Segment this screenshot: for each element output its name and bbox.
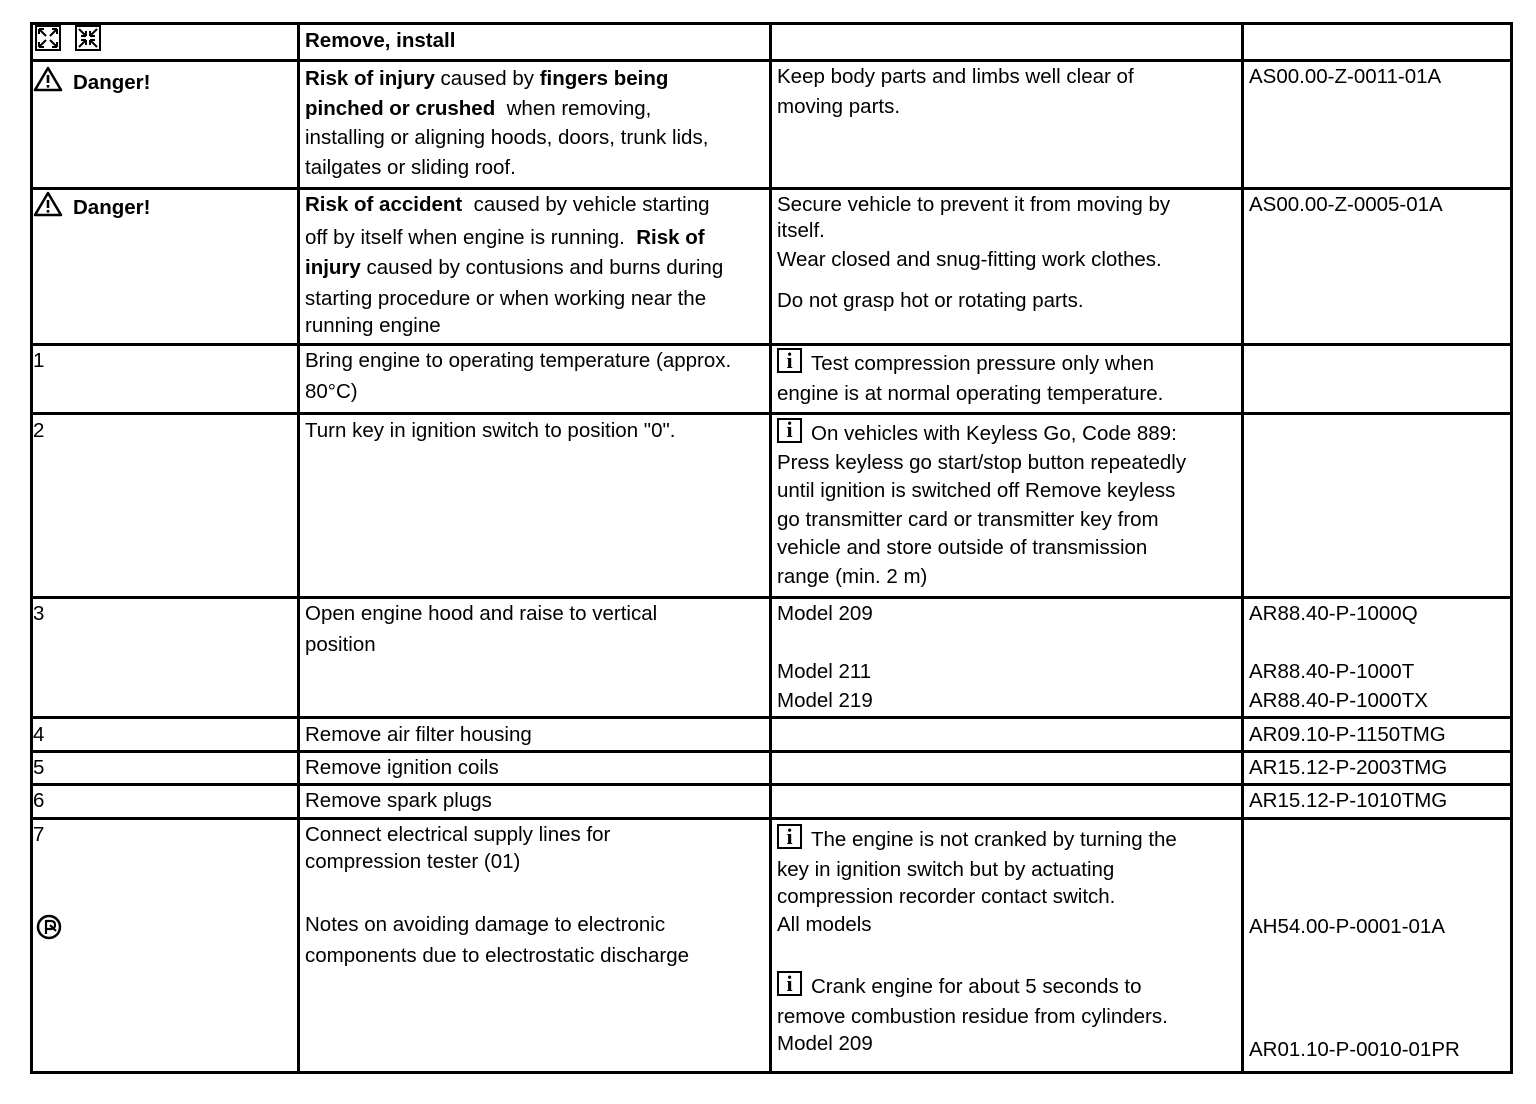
text: Bring engine to operating temperature (approx.: [305, 349, 732, 372]
danger-description: [305, 190, 723, 341]
text: Notes on avoiding damage to electronic: [305, 913, 666, 936]
col-divider: [1241, 22, 1244, 1074]
col-divider: [769, 22, 772, 1074]
col-divider: [1510, 22, 1513, 1074]
bold-text: Risk of injury: [305, 67, 435, 90]
step-number: 1: [33, 349, 45, 372]
reference-list: [1249, 599, 1428, 716]
text: caused by contusions and burns during: [360, 256, 724, 279]
danger-remedy: [777, 190, 1170, 315]
danger-text: Danger!: [73, 71, 151, 94]
text: Model 209: [777, 1032, 873, 1055]
step-number: 4: [33, 723, 45, 746]
text: Model 211: [777, 659, 872, 683]
text: engine is at normal operating temperature.: [777, 381, 1164, 405]
text: go transmitter card or transmitter key from: [777, 507, 1159, 531]
warning-triangle-icon: [33, 66, 63, 92]
text: Open engine hood and raise to vertical: [305, 602, 658, 625]
text: remove combustion residue from cylinders.: [777, 1004, 1168, 1028]
header-title: Remove, install: [305, 29, 456, 52]
esd-notice-icon: [36, 914, 62, 940]
step-number: 5: [33, 756, 45, 779]
text: caused by: [434, 67, 540, 90]
text: itself.: [777, 218, 825, 242]
text: compression recorder contact switch.: [777, 885, 1116, 908]
danger-label: [33, 66, 150, 98]
step-number: 6: [33, 789, 45, 812]
bold-text: Risk of: [636, 225, 705, 249]
step-text: Remove ignition coils: [305, 756, 499, 779]
text: On vehicles with Keyless Go, Code 889:: [811, 422, 1177, 445]
reference-link[interactable]: AR15.12-P-2003TMG: [1249, 756, 1448, 779]
info-icon: [777, 418, 802, 443]
step-text: [305, 599, 657, 659]
header-icons: [35, 25, 109, 60]
col-divider: [297, 22, 300, 1074]
text: Connect electrical supply lines for: [305, 823, 611, 846]
collapse-icon[interactable]: [75, 25, 101, 51]
text: caused by vehicle starting: [462, 193, 710, 216]
warning-triangle-icon: [33, 191, 63, 217]
text: running engine: [305, 314, 441, 337]
reference-link[interactable]: AR88.40-P-1000Q: [1249, 602, 1418, 625]
text: when removing,: [495, 96, 652, 120]
text: compression tester (01): [305, 849, 521, 873]
step-note: [777, 348, 1163, 408]
text: Do not grasp hot or rotating parts.: [777, 288, 1084, 312]
text: 80°C): [305, 379, 358, 403]
bold-text: injury: [305, 256, 361, 279]
danger-description: [305, 64, 708, 182]
reference-link[interactable]: AR88.40-P-1000TX: [1249, 689, 1428, 712]
bold-text: Risk of accident: [305, 193, 463, 216]
step-note: [777, 824, 1177, 1059]
danger-label: [33, 191, 150, 223]
text: Crank engine for about 5 seconds to: [811, 975, 1142, 998]
bold-text: fingers being: [539, 67, 669, 90]
reference-link[interactable]: AR88.40-P-1000T: [1249, 659, 1415, 683]
text: The engine is not cranked by turning the: [811, 828, 1177, 851]
text: Secure vehicle to prevent it from moving by: [777, 193, 1171, 216]
text: Model 219: [777, 689, 873, 712]
text: key in ignition switch but by actuating: [777, 857, 1115, 881]
text: off by itself when engine is running.: [305, 225, 637, 249]
text: Keep body parts and limbs well clear of: [777, 65, 1134, 88]
text: Press keyless go start/stop button repeatedly: [777, 450, 1187, 474]
step-number: 2: [33, 419, 45, 442]
step-text: [305, 346, 731, 406]
danger-remedy: [777, 62, 1134, 121]
model-list: [777, 599, 873, 716]
info-icon: [777, 348, 802, 373]
step-number: 7: [33, 823, 45, 846]
text: components due to electrostatic discharge: [305, 943, 690, 967]
bold-text: pinched or crushed: [305, 96, 496, 120]
text: vehicle and store outside of transmission: [777, 536, 1148, 559]
step-text: [305, 820, 689, 970]
reference-link[interactable]: AS00.00-Z-0005-01A: [1249, 193, 1443, 216]
step-text: Remove spark plugs: [305, 789, 492, 812]
info-icon: [777, 971, 802, 996]
text: position: [305, 632, 376, 656]
reference-link[interactable]: AS00.00-Z-0011-01A: [1249, 65, 1442, 88]
text: All models: [777, 912, 872, 936]
col-divider: [30, 22, 33, 1074]
step-text: Remove air filter housing: [305, 723, 532, 746]
text: starting procedure or when working near the: [305, 286, 707, 310]
danger-text: Danger!: [73, 196, 151, 219]
reference-link[interactable]: AR09.10-P-1150TMG: [1249, 723, 1446, 746]
text: Model 209: [777, 602, 873, 625]
reference-link[interactable]: AR15.12-P-1010TMG: [1249, 789, 1448, 812]
text: installing or aligning hoods, doors, trunk lids,: [305, 126, 709, 149]
text: tailgates or sliding roof.: [305, 155, 516, 179]
step-number: 3: [33, 602, 45, 625]
reference-link[interactable]: AR01.10-P-0010-01PR: [1249, 1038, 1460, 1061]
procedure-table: [30, 22, 1513, 1074]
text: until ignition is switched off Remove keyless: [777, 479, 1176, 502]
text: Wear closed and snug-fitting work clothes.: [777, 248, 1162, 271]
text: moving parts.: [777, 94, 901, 118]
expand-icon[interactable]: [35, 25, 61, 51]
text: Test compression pressure only when: [811, 352, 1154, 375]
info-icon: [777, 824, 802, 849]
text: range (min. 2 m): [777, 564, 928, 588]
reference-link[interactable]: AH54.00-P-0001-01A: [1249, 915, 1446, 938]
step-note: [777, 418, 1186, 591]
step-text: Turn key in ignition switch to position "0".: [305, 419, 676, 442]
